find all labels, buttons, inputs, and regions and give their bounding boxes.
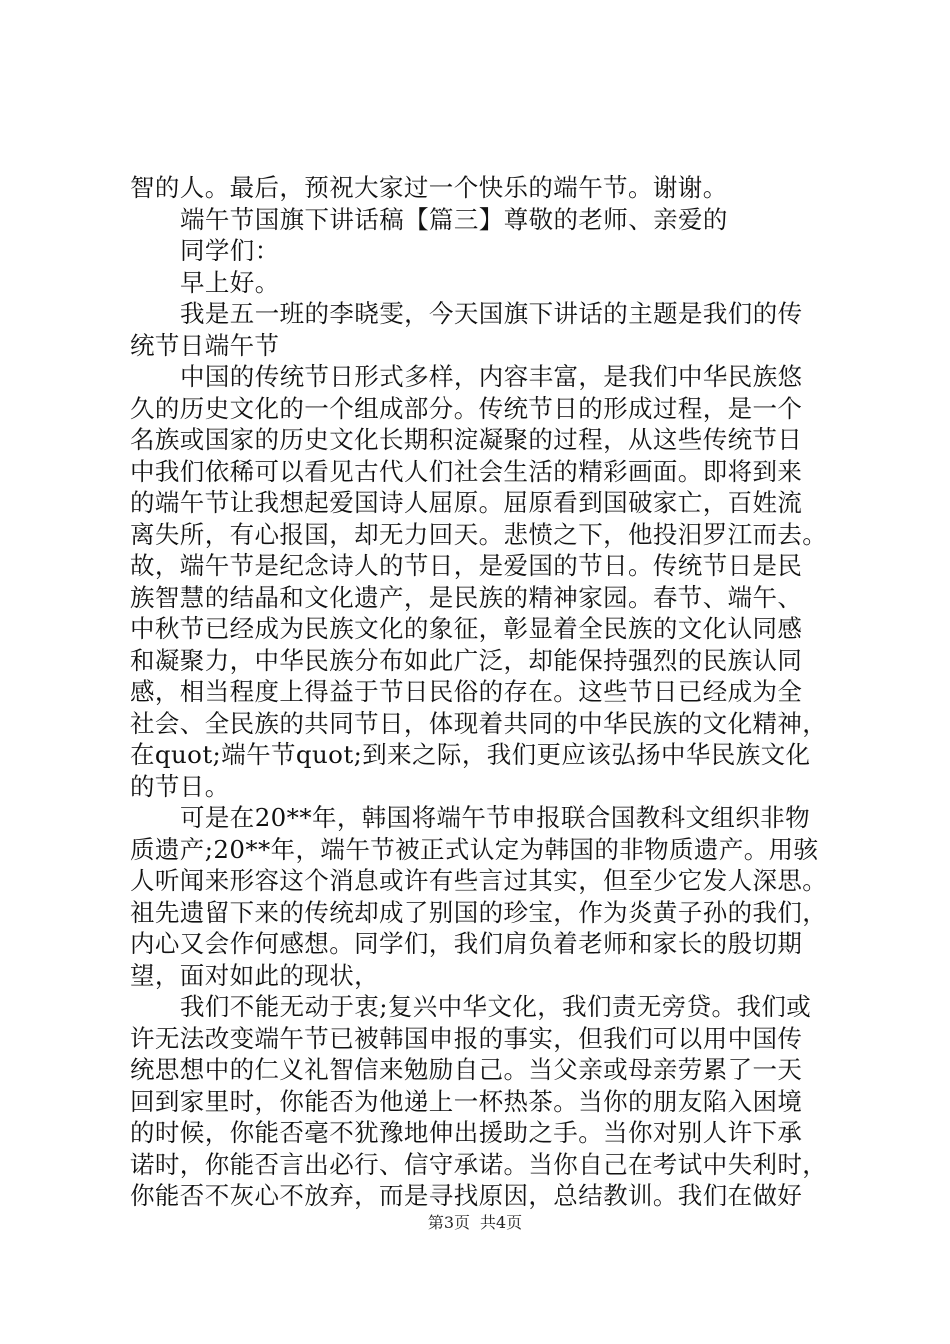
page-total: 共4页 <box>480 1213 523 1232</box>
text-line: 中秋节已经成为民族文化的象征，彰显着全民族的文化认同感 <box>130 614 803 643</box>
document-body <box>130 172 835 1212</box>
text-line: 在quot;端午节quot;到来之际，我们更应该弘扬中华民族文化 <box>130 740 811 769</box>
text-line: 你能否不灰心不放弃，而是寻找原因，总结教训。我们在做好 <box>130 1181 803 1210</box>
text-line: 许无法改变端午节已被韩国申报的事实，但我们可以用中国传 <box>130 1023 803 1053</box>
page-number: 第3页 <box>427 1213 470 1232</box>
text-line: 质遗产;20**年，端午节被正式认定为韩国的非物质遗产。用骇 <box>130 834 819 864</box>
text-line: 诺时，你能否言出必行、信守承诺。当你自己在考试中失利时， <box>130 1149 828 1179</box>
text-line: 回到家里时，你能否为他递上一杯热茶。当你的朋友陷入困境 <box>130 1086 803 1116</box>
text-line: 感，相当程度上得益于节日民俗的存在。这些节日已经成为全 <box>130 677 803 706</box>
text-line: 离失所，有心报国，却无力回天。悲愤之下，他投汨罗江而去。 <box>130 519 828 549</box>
text-line: 故，端午节是纪念诗人的节日，是爱国的节日。传统节日是民 <box>130 551 803 580</box>
text-line: 的端午节让我想起爱国诗人屈原。屈原看到国破家亡，百姓流 <box>130 488 803 517</box>
page-footer <box>0 1213 950 1233</box>
text-line: 族智慧的结晶和文化遗产，是民族的精神家园。春节、端午、 <box>130 582 803 612</box>
text-line: 和凝聚力，中华民族分布如此广泛，却能保持强烈的民族认同 <box>130 645 803 675</box>
text-line: 统思想中的仁义礼智信来勉励自己。当父亲或母亲劳累了一天 <box>130 1055 803 1084</box>
text-line: 同学们： <box>180 236 280 265</box>
text-line: 内心又会作何感想。同学们，我们肩负着老师和家长的殷切期 <box>130 929 803 958</box>
text-line: 我们不能无动于衷;复兴中华文化，我们责无旁贷。我们或 <box>180 992 812 1021</box>
text-line: 的时候，你能否毫不犹豫地伸出援助之手。当你对别人许下承 <box>130 1118 803 1147</box>
text-line: 早上好。 <box>180 267 280 297</box>
text-line: 可是在20**年，韩国将端午节申报联合国教科文组织非物 <box>180 803 810 832</box>
text-line: 名族或国家的历史文化长期积淀凝聚的过程，从这些传统节日 <box>130 425 803 454</box>
text-line: 祖先遗留下来的传统却成了别国的珍宝，作为炎黄子孙的我们， <box>130 897 828 927</box>
text-line: 社会、全民族的共同节日，体现着共同的中华民族的文化精神， <box>130 708 828 738</box>
text-line: 望，面对如此的现状， <box>130 960 379 990</box>
text-line: 智的人。最后，预祝大家过一个快乐的端午节。谢谢。 <box>130 173 728 202</box>
text-line: 统节日端午节 <box>130 330 280 360</box>
text-line: 的节日。 <box>130 771 230 801</box>
text-line: 中我们依稀可以看见古代人们社会生活的精彩画面。即将到来 <box>130 456 803 486</box>
text-line: 中国的传统节日形式多样，内容丰富，是我们中华民族悠 <box>180 362 803 391</box>
text-line: 久的历史文化的一个组成部分。传统节日的形成过程，是一个 <box>130 393 803 423</box>
text-line: 人听闻来形容这个消息或许有些言过其实，但至少它发人深思。 <box>130 866 828 895</box>
text-line: 我是五一班的李晓雯，今天国旗下讲话的主题是我们的传 <box>180 299 803 328</box>
text-line: 端午节国旗下讲话稿【篇三】尊敬的老师、亲爱的 <box>180 204 728 234</box>
